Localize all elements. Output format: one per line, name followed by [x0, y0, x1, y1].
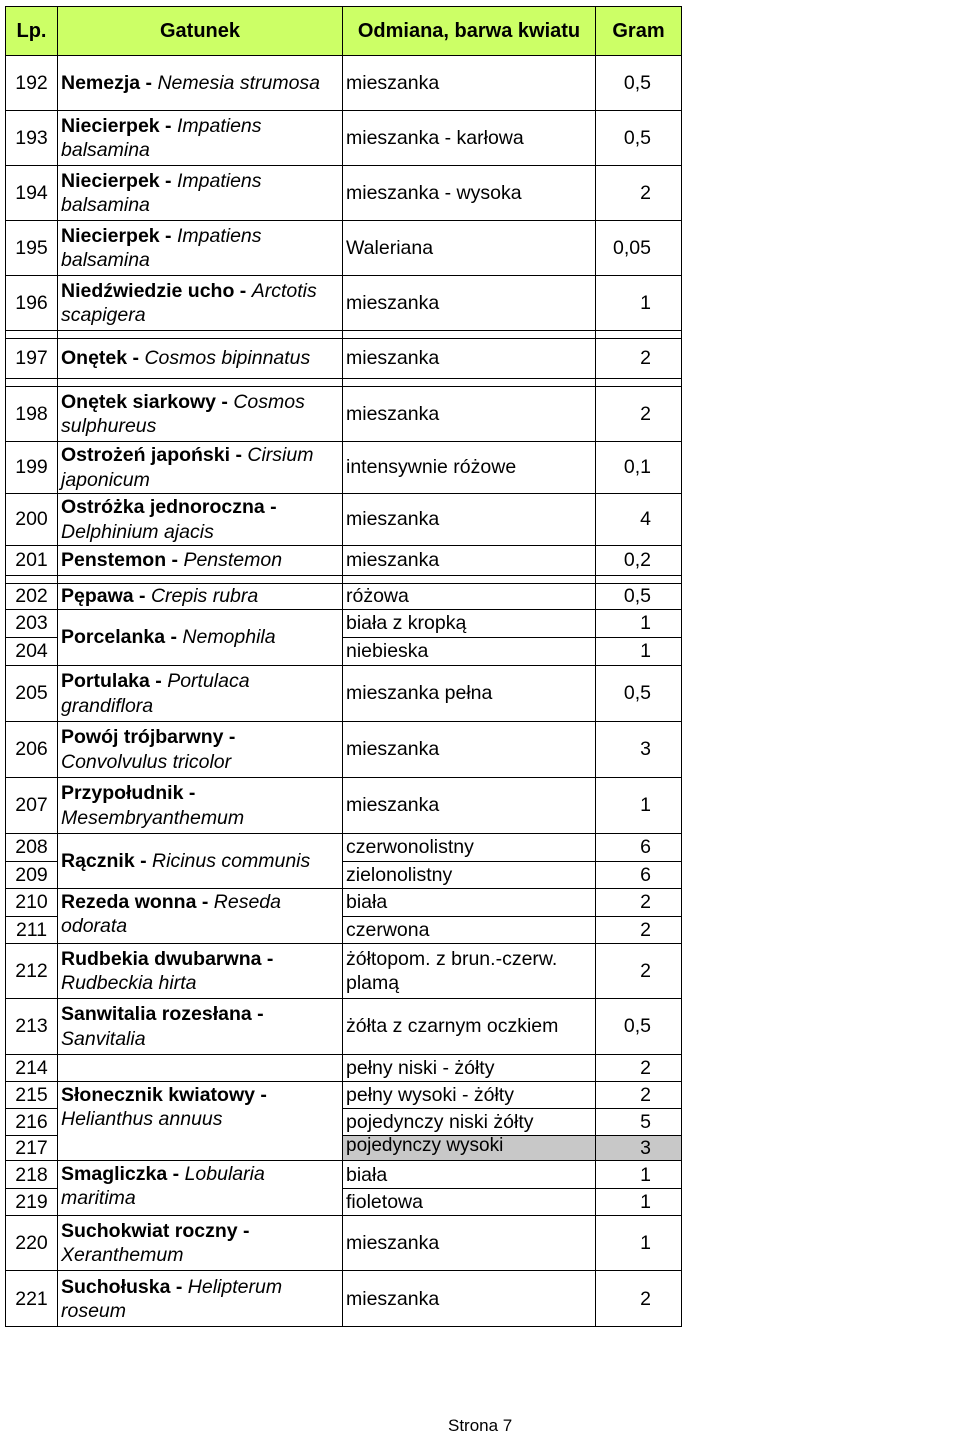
variety-cell: mieszanka [343, 722, 596, 778]
row-lp: 194 [6, 166, 58, 221]
row-lp: 205 [6, 666, 58, 722]
common-name: Sanwitalia rozesłana - [61, 1003, 264, 1026]
variety-cell: mieszanka [343, 546, 596, 576]
common-name: Niecierpek - [61, 224, 177, 247]
table-row [6, 778, 682, 834]
species-cell [58, 546, 343, 576]
row-lp: 207 [6, 778, 58, 834]
grams-cell: 1 [596, 638, 682, 666]
species-cell [58, 339, 343, 379]
scientific-name: Cosmos sulphureus [61, 390, 305, 437]
scientific-name: Sanvitalia [61, 1027, 146, 1050]
scientific-name: Lobularia maritima [61, 1163, 265, 1210]
scientific-name: Helipterum roseum [61, 1275, 283, 1322]
row-lp: 208 [6, 834, 58, 862]
row-lp: 203 [6, 610, 58, 638]
common-name: Suchołuska - [61, 1275, 188, 1298]
common-name: Portulaka - [61, 670, 168, 693]
species-cell [58, 56, 343, 111]
grams-cell: 0,5 [596, 111, 682, 166]
row-lp: 206 [6, 722, 58, 778]
row-lp: 202 [6, 584, 58, 610]
species-cell [58, 166, 343, 221]
variety-cell: mieszanka [343, 56, 596, 111]
grams-cell: 2 [596, 917, 682, 944]
scientific-name: Impatiens balsamina [61, 224, 262, 271]
table-row [6, 584, 682, 610]
scientific-name: Mesembryanthemum [61, 806, 245, 829]
common-name: Rudbekia dwubarwna - [61, 947, 274, 970]
species-cell-empty [58, 1055, 343, 1082]
table-row [6, 442, 682, 494]
scientific-name: Delphinium ajacis [61, 520, 214, 543]
table-row [6, 834, 682, 862]
species-cell [58, 834, 343, 889]
species-cell [58, 1216, 343, 1271]
row-lp: 215 [6, 1082, 58, 1109]
variety-cell: zielonolistny [343, 862, 596, 889]
grams-cell: 4 [596, 494, 682, 546]
row-lp: 211 [6, 917, 58, 944]
table-row [6, 1216, 682, 1271]
scientific-name: Rudbeckia hirta [61, 972, 197, 994]
common-name: Onętek siarkowy - [61, 390, 234, 413]
table-row [6, 999, 682, 1055]
variety-cell: czerwonolistny [343, 834, 596, 862]
grams-cell: 0,1 [596, 442, 682, 494]
common-name: Słonecznik kwiatowy - [61, 1084, 267, 1106]
table-header-row [6, 7, 682, 56]
table-row [6, 610, 682, 638]
grams-cell: 2 [596, 387, 682, 442]
scientific-name: Penstemon [183, 549, 283, 572]
variety-cell: mieszanka [343, 778, 596, 834]
row-lp: 199 [6, 442, 58, 494]
variety-cell: Waleriana [343, 221, 596, 276]
scientific-name: Nemophila [182, 626, 276, 649]
grams-cell: 0,5 [596, 56, 682, 111]
scientific-name: Xeranthemum [61, 1244, 184, 1267]
row-lp: 212 [6, 944, 58, 999]
row-lp: 200 [6, 494, 58, 546]
variety-cell: biała [343, 1161, 596, 1189]
scientific-name: Crepis rubra [150, 585, 259, 608]
row-lp: 195 [6, 221, 58, 276]
header-odmiana: Odmiana, barwa kwiatu [343, 7, 596, 56]
table-row [6, 387, 682, 442]
variety-cell: żółta z czarnym oczkiem [343, 999, 596, 1055]
species-cell [58, 610, 343, 666]
common-name: Suchokwiat roczny - [61, 1220, 250, 1242]
table-row [6, 666, 682, 722]
variety-cell: mieszanka - wysoka [343, 166, 596, 221]
grams-cell: 1 [596, 778, 682, 834]
scientific-name: Nemesia strumosa [157, 71, 321, 94]
header-lp: Lp. [6, 7, 58, 56]
variety-cell: czerwona [343, 917, 596, 944]
row-lp: 214 [6, 1055, 58, 1082]
common-name: Ostróżka jednoroczna - [61, 496, 277, 519]
scientific-name: Ricinus communis [152, 849, 311, 872]
common-name: Rezeda wonna - [61, 891, 214, 913]
scientific-name: Helianthus annuus [61, 1108, 223, 1131]
variety-cell: biała z kropką [343, 610, 596, 638]
species-cell [58, 221, 343, 276]
species-cell [58, 442, 343, 494]
table-row [6, 1055, 682, 1082]
scientific-name: Portulaca grandiflora [61, 670, 250, 717]
header-gatunek: Gatunek [58, 7, 343, 56]
species-cell [58, 1161, 343, 1216]
table-row [6, 276, 682, 331]
grams-cell: 2 [596, 1271, 682, 1327]
variety-cell: pojedynczy niski żółty [343, 1109, 596, 1136]
species-cell [58, 666, 343, 722]
table-row [6, 1271, 682, 1327]
row-lp: 197 [6, 339, 58, 379]
table-row [6, 1082, 682, 1109]
grams-cell: 1 [596, 1161, 682, 1189]
table-row [6, 494, 682, 546]
species-cell [58, 722, 343, 778]
table-row [6, 944, 682, 999]
row-lp: 209 [6, 862, 58, 889]
row-lp: 216 [6, 1109, 58, 1136]
row-lp: 219 [6, 1189, 58, 1216]
row-lp: 193 [6, 111, 58, 166]
species-cell [58, 111, 343, 166]
page-number: Strona 7 [448, 1416, 513, 1435]
table-row [6, 1161, 682, 1189]
scientific-name: Impatiens balsamina [61, 114, 262, 161]
scientific-name: Convolvulus tricolor [61, 750, 232, 773]
variety-cell: niebieska [343, 638, 596, 666]
variety-cell: mieszanka [343, 494, 596, 546]
species-cell [58, 999, 343, 1055]
variety-cell: biała [343, 889, 596, 917]
variety-cell: fioletowa [343, 1189, 596, 1216]
grams-cell: 1 [596, 1216, 682, 1271]
row-lp: 217 [6, 1136, 58, 1161]
row-lp: 198 [6, 387, 58, 442]
grams-cell: 5 [596, 1109, 682, 1136]
grams-cell: 0,05 [596, 221, 682, 276]
grams-cell: 6 [596, 862, 682, 889]
common-name: Rącznik - [61, 849, 153, 872]
common-name: Przypołudnik - [61, 782, 196, 805]
scientific-name: Reseda odorata [61, 891, 281, 938]
common-name: Porcelanka - [61, 626, 183, 649]
grams-cell: 2 [596, 339, 682, 379]
row-lp: 192 [6, 56, 58, 111]
spacer-row [6, 576, 682, 584]
scientific-name: Cirsium japonicum [61, 444, 314, 491]
row-lp: 218 [6, 1161, 58, 1189]
common-name: Penstemon - [61, 549, 184, 572]
scientific-name: Impatiens balsamina [61, 169, 262, 216]
variety-cell: mieszanka [343, 1271, 596, 1327]
grams-cell: 3 [596, 722, 682, 778]
variety-cell: żółtopom. z brun.-czerw. plamą [343, 944, 596, 999]
species-cell [58, 889, 343, 944]
scientific-name: Cosmos bipinnatus [144, 347, 311, 370]
grams-cell: 3 [596, 1136, 682, 1161]
variety-cell: mieszanka [343, 276, 596, 331]
species-cell [58, 387, 343, 442]
row-lp: 210 [6, 889, 58, 917]
table-row [6, 889, 682, 917]
species-cell [58, 778, 343, 834]
species-cell [58, 494, 343, 546]
row-lp: 213 [6, 999, 58, 1055]
grams-cell: 6 [596, 834, 682, 862]
variety-cell: pełny niski - żółty [343, 1055, 596, 1082]
table-row [6, 221, 682, 276]
variety-cell: mieszanka [343, 1216, 596, 1271]
grams-cell: 0,2 [596, 546, 682, 576]
grams-cell: 1 [596, 276, 682, 331]
spacer-row [6, 331, 682, 339]
variety-cell: intensywnie różowe [343, 442, 596, 494]
common-name: Smagliczka - [61, 1163, 185, 1186]
common-name: Nemezja - [61, 71, 158, 94]
spacer-row [6, 379, 682, 387]
common-name: Onętek - [61, 347, 145, 370]
variety-cell: pełny wysoki - żółty [343, 1082, 596, 1109]
grams-cell: 1 [596, 610, 682, 638]
grams-cell: 1 [596, 1189, 682, 1216]
species-cell [58, 584, 343, 610]
row-lp: 196 [6, 276, 58, 331]
common-name: Niecierpek - [61, 114, 177, 137]
common-name: Niecierpek - [61, 169, 177, 192]
grams-cell: 2 [596, 1055, 682, 1082]
table-row [6, 546, 682, 576]
variety-text: pojedynczy wysoki [346, 1136, 504, 1156]
variety-cell: mieszanka [343, 387, 596, 442]
seed-catalog-table [5, 6, 682, 1327]
grams-cell: 0,5 [596, 999, 682, 1055]
species-cell [58, 1082, 343, 1161]
species-cell [58, 944, 343, 999]
row-lp: 204 [6, 638, 58, 666]
table-row [6, 111, 682, 166]
table-row [6, 166, 682, 221]
species-cell [58, 276, 343, 331]
variety-cell: mieszanka - karłowa [343, 111, 596, 166]
table-row [6, 56, 682, 111]
variety-cell [343, 1136, 596, 1161]
grams-cell: 0,5 [596, 666, 682, 722]
variety-cell: mieszanka [343, 339, 596, 379]
grams-cell: 2 [596, 166, 682, 221]
grams-cell: 2 [596, 1082, 682, 1109]
row-lp: 201 [6, 546, 58, 576]
row-lp: 221 [6, 1271, 58, 1327]
variety-cell: różowa [343, 584, 596, 610]
header-gram: Gram [596, 7, 682, 56]
grams-cell: 0,5 [596, 584, 682, 610]
species-cell [58, 1271, 343, 1327]
table-row [6, 722, 682, 778]
scientific-name: Arctotis scapigera [61, 279, 317, 326]
variety-cell: mieszanka pełna [343, 666, 596, 722]
table-row [6, 339, 682, 379]
row-lp: 220 [6, 1216, 58, 1271]
common-name: Powój trójbarwny - [61, 726, 236, 749]
common-name: Ostrożeń japoński - [61, 444, 248, 467]
grams-cell: 2 [596, 889, 682, 917]
common-name: Pępawa - [61, 585, 151, 608]
grams-cell: 2 [596, 944, 682, 999]
common-name: Niedźwiedzie ucho - [61, 279, 252, 302]
